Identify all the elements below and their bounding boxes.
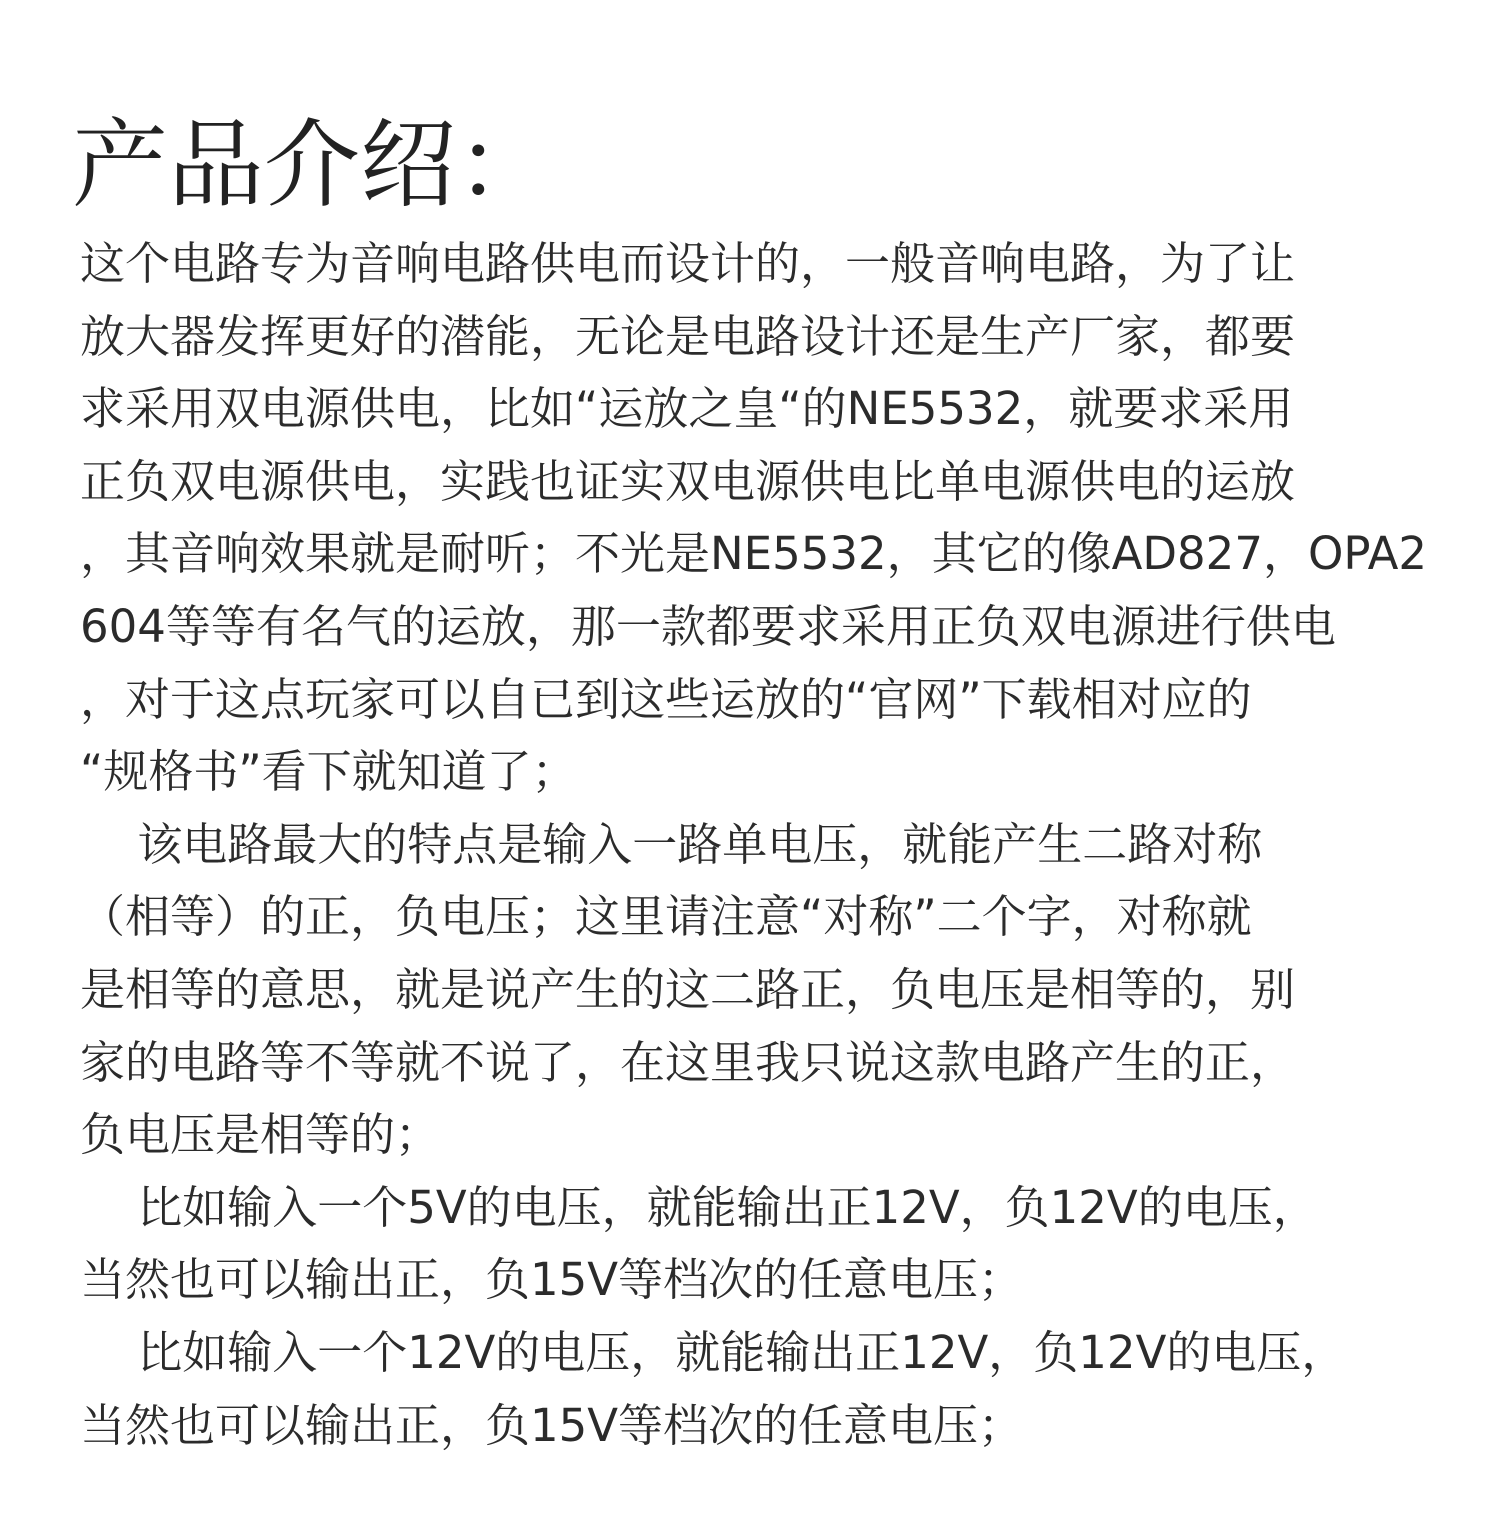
text-line: 放大器发挥更好的潜能，无论是电路设计还是生产厂家，都要 (80, 309, 1296, 363)
text-line: ，对于这点玩家可以自已到这些运放的“官网”下载相对应的 (80, 672, 1252, 726)
text-line: 求采用双电源供电，比如“运放之皇“的NE5532，就要求采用 (80, 382, 1294, 436)
text-line: 比如输入一个12V的电压，就能输出正12V，负12V的电压， (80, 1325, 1347, 1379)
text-line: 正负双电源供电，实践也证实双电源供电比单电源供电的运放 (80, 454, 1296, 508)
text-line: 家的电路等不等就不说了，在这里我只说这款电路产生的正， (80, 1035, 1296, 1089)
text-line: 当然也可以输出正，负15V等档次的任意电压； (80, 1253, 1024, 1307)
text-line: 负电压是相等的； (80, 1108, 441, 1162)
text-line: 这个电路专为音响电路供电而设计的，一般音响电路，为了让 (80, 237, 1296, 290)
text-line: 比如输入一个5V的电压，就能输出正12V，负12V的电压， (80, 1180, 1318, 1234)
text-line: （相等）的正，负电压；这里请注意“对称”二个字，对称就 (80, 890, 1252, 944)
text-line: 是相等的意思，就是说产生的这二路正，负电压是相等的，别 (80, 962, 1296, 1016)
text-line: 604等等有名气的运放，那一款都要求采用正负双电源进行供电 (80, 599, 1336, 653)
text-line: “规格书”看下就知道了； (80, 745, 577, 799)
page-title: 产品介绍： (72, 109, 552, 221)
description-body (80, 228, 1480, 1462)
text-line: ，其音响效果就是耐听；不光是NE5532，其它的像AD827，OPA2 (80, 527, 1428, 581)
text-line: 该电路最大的特点是输入一路单电压，就能产生二路对称 (80, 817, 1263, 871)
text-line: 当然也可以输出正，负15V等档次的任意电压； (80, 1398, 1024, 1452)
